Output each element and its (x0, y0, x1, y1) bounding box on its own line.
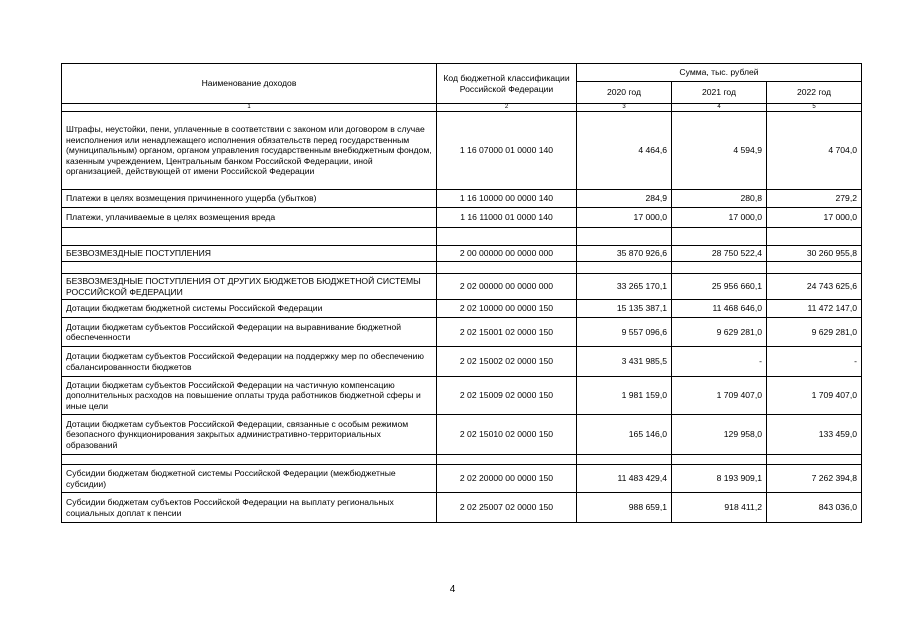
row-code: 2 02 20000 00 0000 150 (437, 465, 577, 493)
row-code: 2 02 15002 02 0000 150 (437, 347, 577, 377)
table-row (62, 274, 862, 300)
row-2020: 4 464,6 (577, 112, 672, 190)
row-2020: 17 000,0 (577, 208, 672, 228)
header-sum: Сумма, тыс. рублей (577, 64, 862, 82)
row-2020: 3 431 985,5 (577, 347, 672, 377)
row-2022: - (767, 347, 862, 377)
row-name: Дотации бюджетам субъектов Российской Федерации на выравнивание бюджетной обеспеченности (62, 318, 437, 347)
row-name: Субсидии бюджетам бюджетной системы Российской Федерации (межбюджетные субсидии) (62, 465, 437, 493)
col-number: 3 (577, 104, 672, 112)
row-2020: 15 135 387,1 (577, 300, 672, 318)
row-code: 2 02 15001 02 0000 150 (437, 318, 577, 347)
header-year-2021: 2021 год (672, 82, 767, 104)
table-row (62, 465, 862, 493)
spacer-row (62, 262, 862, 274)
table-row (62, 415, 862, 455)
row-2021: 28 750 522,4 (672, 246, 767, 262)
header-row (62, 64, 862, 82)
row-name: Дотации бюджетам субъектов Российской Федерации на поддержку мер по обеспечению сбалансированности бюджетов (62, 347, 437, 377)
row-code: 2 02 15010 02 0000 150 (437, 415, 577, 455)
header-code: Код бюджетной классификации Российской Федерации (437, 64, 577, 104)
row-code: 2 00 00000 00 0000 000 (437, 246, 577, 262)
row-2020: 284,9 (577, 190, 672, 208)
row-2020: 33 265 170,1 (577, 274, 672, 300)
row-2022: 11 472 147,0 (767, 300, 862, 318)
row-2020: 9 557 096,6 (577, 318, 672, 347)
row-2022: 1 709 407,0 (767, 377, 862, 415)
row-code: 1 16 11000 01 0000 140 (437, 208, 577, 228)
table-row (62, 318, 862, 347)
spacer-row (62, 228, 862, 246)
row-2020: 165 146,0 (577, 415, 672, 455)
table-row (62, 208, 862, 228)
row-2021: 25 956 660,1 (672, 274, 767, 300)
row-2021: 1 709 407,0 (672, 377, 767, 415)
col-number: 4 (672, 104, 767, 112)
row-2021: 11 468 646,0 (672, 300, 767, 318)
row-2022: 17 000,0 (767, 208, 862, 228)
table-row (62, 190, 862, 208)
row-2022: 30 260 955,8 (767, 246, 862, 262)
row-2022: 24 743 625,6 (767, 274, 862, 300)
row-2022: 9 629 281,0 (767, 318, 862, 347)
row-code: 2 02 25007 02 0000 150 (437, 493, 577, 523)
row-2021: 17 000,0 (672, 208, 767, 228)
row-2021: 9 629 281,0 (672, 318, 767, 347)
row-name: Дотации бюджетам субъектов Российской Федерации, связанные с особым режимом безопасного функционирования закрытых административно-территориальных образований (62, 415, 437, 455)
page-number: 4 (449, 584, 456, 595)
table-row (62, 377, 862, 415)
row-2022: 843 036,0 (767, 493, 862, 523)
row-name: Дотации бюджетам субъектов Российской Федерации на частичную компенсацию дополнительных расходов на повышение оплаты труда работников бюджетной сферы и иные цели (62, 377, 437, 415)
column-numbers-row (62, 104, 862, 112)
row-2022: 133 459,0 (767, 415, 862, 455)
revenue-table (61, 63, 862, 523)
row-2020: 11 483 429,4 (577, 465, 672, 493)
row-name: Субсидии бюджетам субъектов Российской Федерации на выплату региональных социальных доплат к пенсии (62, 493, 437, 523)
table-row (62, 112, 862, 190)
header-year-2022: 2022 год (767, 82, 862, 104)
row-code: 1 16 07000 01 0000 140 (437, 112, 577, 190)
row-2021: 280,8 (672, 190, 767, 208)
row-code: 2 02 00000 00 0000 000 (437, 274, 577, 300)
row-name: Платежи в целях возмещения причиненного ущерба (убытков) (62, 190, 437, 208)
table-row (62, 347, 862, 377)
row-2021: 4 594,9 (672, 112, 767, 190)
row-name: Дотации бюджетам бюджетной системы Российской Федерации (62, 300, 437, 318)
header-year-2020: 2020 год (577, 82, 672, 104)
row-2021: - (672, 347, 767, 377)
row-code: 1 16 10000 00 0000 140 (437, 190, 577, 208)
row-name: Штрафы, неустойки, пени, уплаченные в соответствии с законом или договором в случае неисполнения или ненадлежащего исполнения обязательств перед государственным (муниципальным) органом, органом управления государственным внебюджетным фондом, казенным учреждением, Центральным банком Российской Федерации, иной организацией, действующей от имени Российской Федерации (62, 112, 437, 190)
row-name: БЕЗВОЗМЕЗДНЫЕ ПОСТУПЛЕНИЯ (62, 246, 437, 262)
col-number: 2 (437, 104, 577, 112)
row-2022: 7 262 394,8 (767, 465, 862, 493)
col-number: 5 (767, 104, 862, 112)
row-code: 2 02 15009 02 0000 150 (437, 377, 577, 415)
spacer-row (62, 455, 862, 465)
row-2021: 8 193 909,1 (672, 465, 767, 493)
row-name: БЕЗВОЗМЕЗДНЫЕ ПОСТУПЛЕНИЯ ОТ ДРУГИХ БЮДЖЕТОВ БЮДЖЕТНОЙ СИСТЕМЫ РОССИЙСКОЙ ФЕДЕРАЦИИ (62, 274, 437, 300)
table-row (62, 493, 862, 523)
row-2020: 35 870 926,6 (577, 246, 672, 262)
row-2020: 988 659,1 (577, 493, 672, 523)
row-2022: 4 704,0 (767, 112, 862, 190)
header-name: Наименование доходов (62, 64, 437, 104)
row-code: 2 02 10000 00 0000 150 (437, 300, 577, 318)
row-2020: 1 981 159,0 (577, 377, 672, 415)
row-2021: 918 411,2 (672, 493, 767, 523)
table-row (62, 300, 862, 318)
row-name: Платежи, уплачиваемые в целях возмещения вреда (62, 208, 437, 228)
row-2021: 129 958,0 (672, 415, 767, 455)
row-2022: 279,2 (767, 190, 862, 208)
col-number: 1 (62, 104, 437, 112)
table-row (62, 246, 862, 262)
